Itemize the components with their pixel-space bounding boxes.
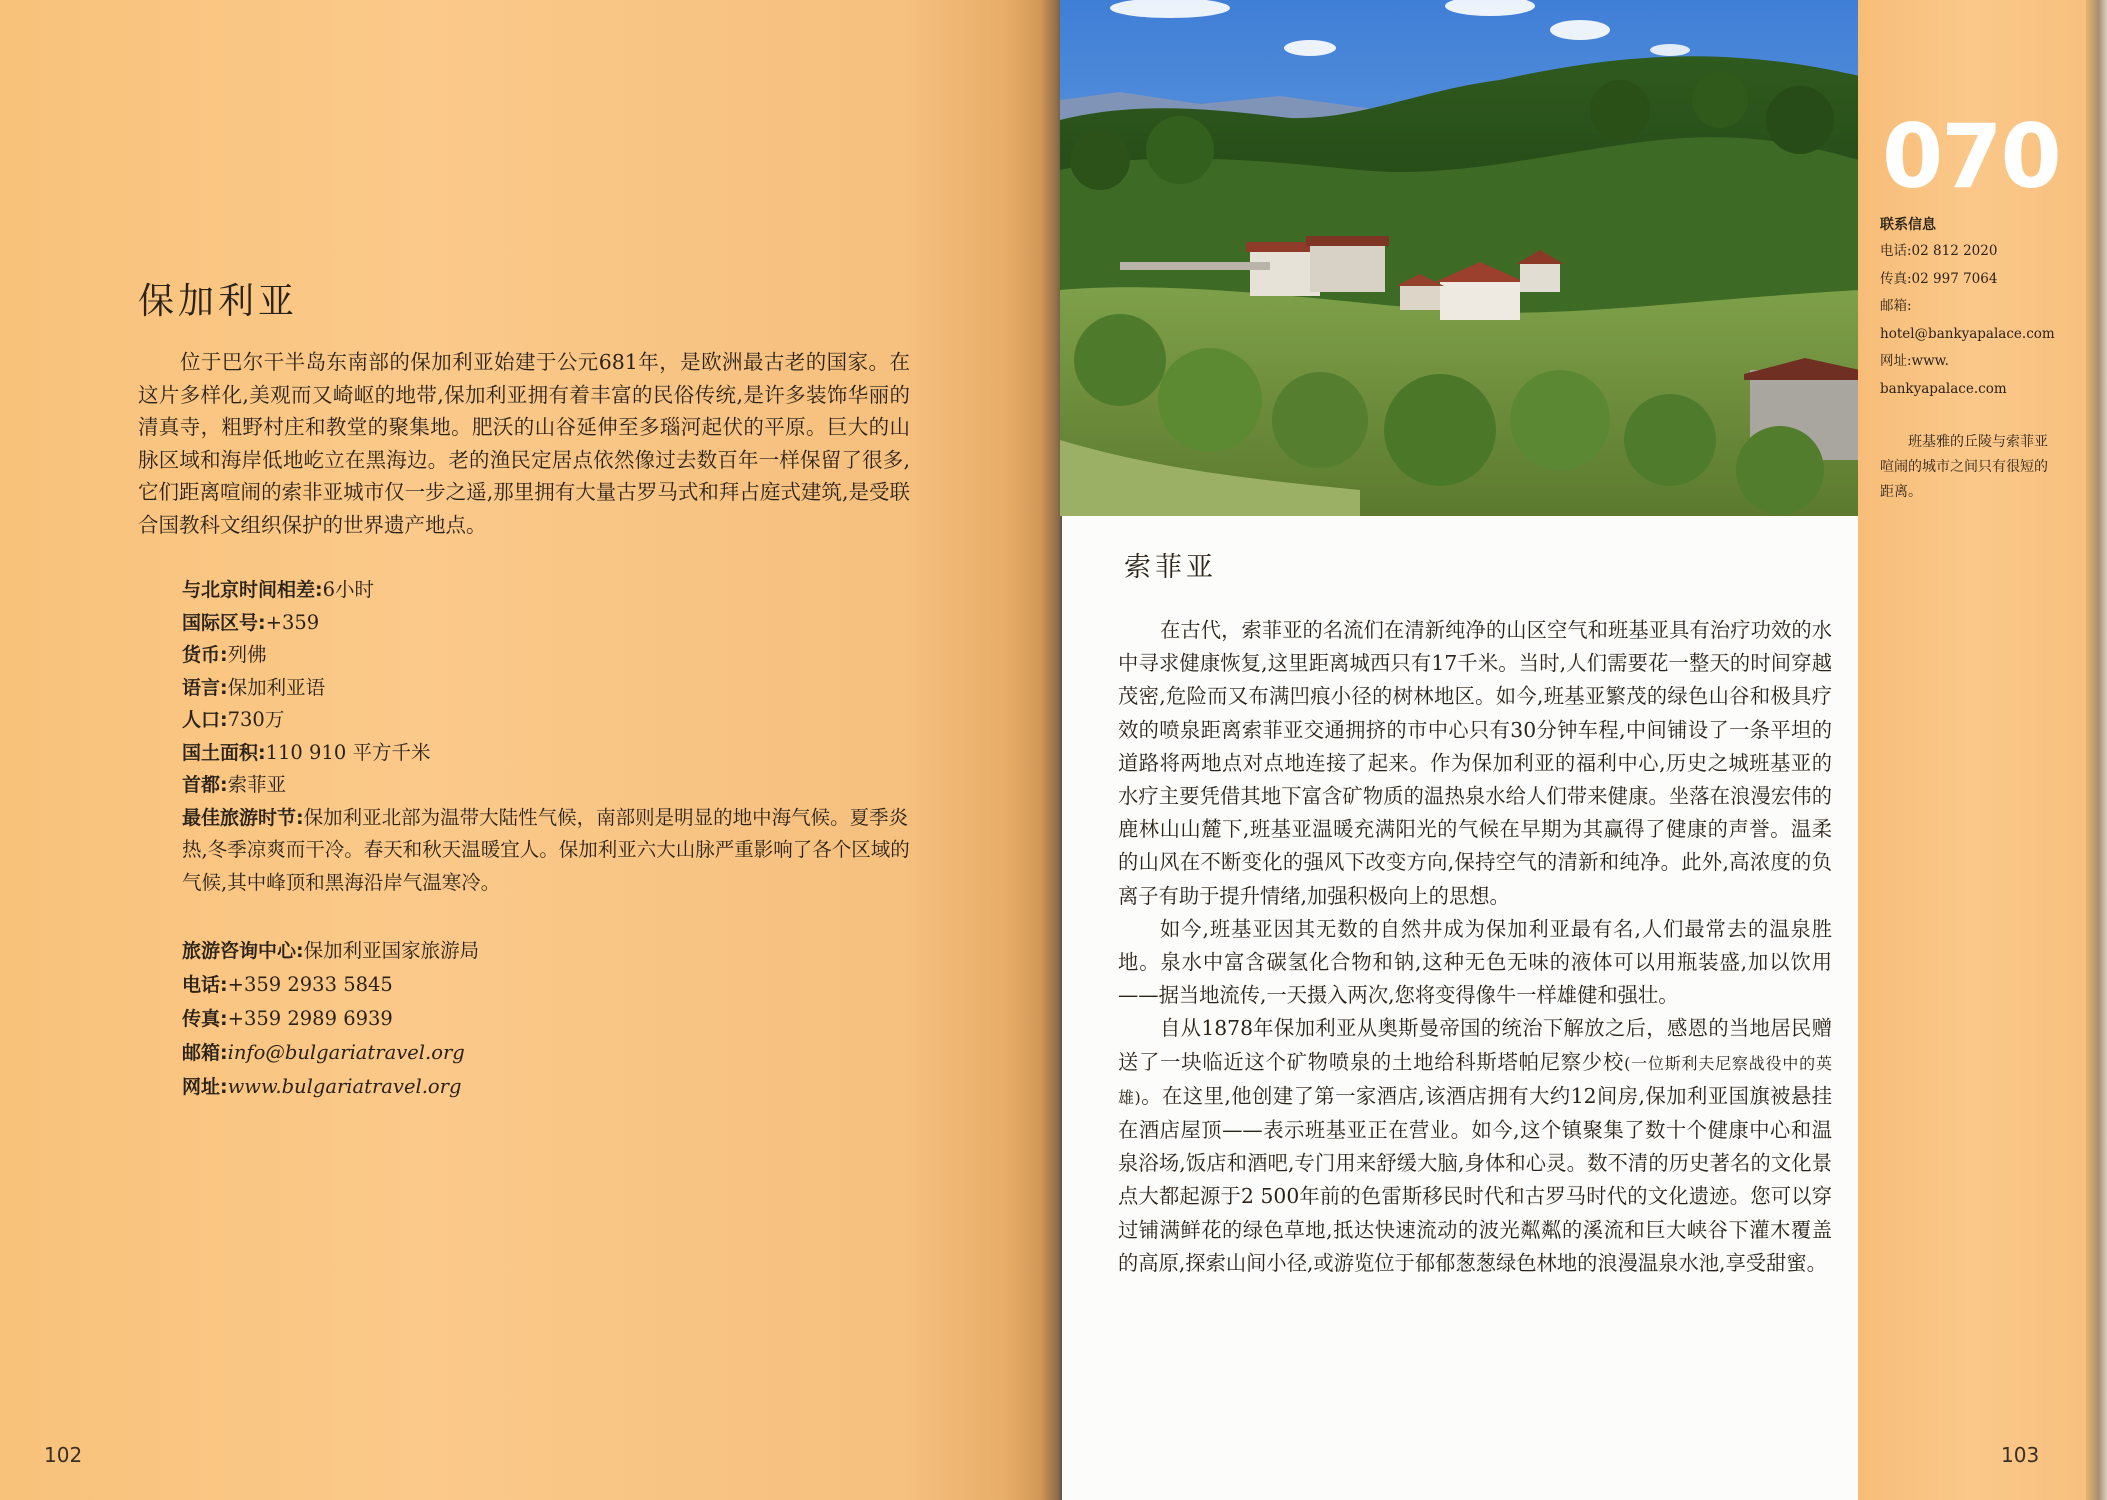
section-title: 索菲亚 — [1124, 552, 1217, 583]
contact-value: 保加利亚国家旅游局 — [303, 939, 480, 962]
website-link[interactable]: www.bulgariatravel.org — [227, 1075, 462, 1098]
paragraph-3-part-1: 自从1878年保加利亚从奥斯曼帝国的统治下解放之后，感恩的当地居民赠送了一块临近这个矿物喷泉的土地给科斯塔帕尼察少校 — [1118, 1016, 1832, 1074]
fact-value: 110 910 平方千米 — [265, 740, 431, 764]
fact-time-difference — [182, 574, 922, 607]
contact-label: 传真: — [182, 1008, 228, 1030]
fact-value: 保加利亚语 — [227, 675, 326, 699]
fact-label: 与北京时间相差: — [182, 579, 323, 601]
paragraph-1: 在古代，索菲亚的名流们在清新纯净的山区空气和班基亚具有治疗功效的水中寻求健康恢复,这里距离城西只有17千米。当时,人们需要花一整天的时间穿越茂密,危险而又布满凹痕小径的树林地区。如今,班基亚繁茂的绿色山谷和极具疗效的喷泉距离索菲亚交通拥挤的市中心只有30分钟车程,中间铺设了一条平坦的道路将两地点对点地连接了起来。作为保加利亚的福利中心,历史之城班基亚的水疗主要凭借其地下富含矿物质的温热泉水给人们带来健康。坐落在浪漫宏伟的鹿林山山麓下,班基亚温暖充满阳光的气候在早期为其赢得了健康的声誉。温柔的山风在不断变化的强风下改变方向,保持空气的清新和纯净。此外,高浓度的负离子有助于提升情绪,加强积极向上的思想。 — [1118, 618, 1832, 908]
intro-paragraph: 位于巴尔干半岛东南部的保加利亚始建于公元681年，是欧洲最古老的国家。在这片多样化,美观而又崎岖的地带,保加利亚拥有着丰富的民俗传统,是许多装饰华丽的清真寺，粗野村庄和教堂的聚集地。肥沃的山谷延伸至多瑙河起伏的平原。巨大的山脉区域和海岸低地屹立在黑海边。老的渔民定居点依然像过去数百年一样保留了很多,它们距离喧闹的索非亚城市仅一步之遥,那里拥有大量古罗马式和拜占庭式建筑,是受联合国教科文组织保护的世界遗产地点。 — [138, 350, 910, 537]
fact-label: 语言: — [182, 676, 228, 699]
fact-value: 保加利亚北部为温带大陆性气候，南部则是明显的地中海气候。夏季炎热,冬季凉爽而干冷。春天和秋天温暖宜人。保加利亚六大山脉严重影响了各个区域的气候,其中峰顶和黑海沿岸气温寒冷。 — [182, 805, 910, 894]
contact-info — [1880, 214, 2080, 403]
fact-value: +359 — [265, 610, 320, 634]
contact-label: 电话: — [182, 974, 228, 996]
page-number-left: 102 — [44, 1443, 83, 1467]
fact-population — [182, 704, 922, 737]
contact-value: +359 2989 6939 — [227, 1007, 393, 1030]
contact-fax-line: 传真:02 997 7064 — [1880, 270, 1998, 287]
contact-website-label[interactable]: 网址:www. — [1880, 353, 1949, 369]
contact-value: +359 2933 5845 — [227, 973, 393, 996]
page-number-right: 103 — [2001, 1443, 2040, 1467]
fact-label: 国际区号: — [182, 611, 266, 634]
contact-phone — [182, 968, 922, 1002]
paragraph-3 — [1118, 1012, 1832, 1280]
tourism-contacts — [182, 934, 922, 1104]
contact-heading: 联系信息 — [1880, 217, 1936, 233]
contact-label: 网址: — [182, 1076, 228, 1098]
fact-calling-code — [182, 607, 922, 640]
landscape-photo — [1060, 0, 1860, 516]
fact-value: 列佛 — [227, 643, 267, 666]
fact-label: 最佳旅游时节: — [182, 806, 304, 829]
contact-label: 邮箱: — [182, 1042, 228, 1064]
paragraph-2: 如今,班基亚因其无数的自然井成为保加利亚最有名,人们最常去的温泉胜地。泉水中富含碳氢化合物和钠,这种无色无味的液体可以用瓶装盛,加以饮用——据当地流传,一天摄入两次,您将变得像牛一样雄健和强壮。 — [1118, 916, 1832, 1008]
contact-email-label: 邮箱: — [1880, 298, 1912, 314]
fact-language — [182, 672, 922, 705]
fact-label: 首都: — [182, 774, 228, 796]
contact-phone-line: 电话:02 812 2020 — [1880, 243, 1998, 259]
page-edge — [2086, 0, 2107, 1500]
contact-email-address[interactable]: hotel@bankyapalace.com — [1880, 325, 2055, 342]
contact-website — [182, 1070, 922, 1104]
fact-capital — [182, 769, 922, 802]
fact-value: 730万 — [227, 708, 285, 731]
facts-list — [182, 574, 922, 899]
fact-label: 货币: — [182, 644, 228, 666]
fact-best-season — [182, 802, 922, 900]
contact-email — [182, 1036, 922, 1070]
fact-value: 6小时 — [322, 578, 375, 601]
entry-number: 070 — [1882, 105, 2060, 208]
fact-currency — [182, 639, 922, 672]
page-title: 保加利亚 — [138, 281, 299, 322]
fact-area — [182, 737, 922, 770]
footnote-hero: (一位斯利夫尼察战役中的英雄) — [1118, 1053, 1832, 1107]
contact-label: 旅游咨询中心: — [182, 940, 304, 962]
fact-label: 国土面积: — [182, 741, 266, 764]
photo-caption: 班基雅的丘陵与索菲亚喧闹的城市之间只有很短的距离。 — [1880, 434, 2048, 500]
paragraph-3-part-2: 。在这里,他创建了第一家酒店,该酒店拥有大约12间房,保加利亚国旗被悬挂在酒店屋顶——表示班基亚正在营业。如今,这个镇聚集了数十个健康中心和温泉浴场,饭店和酒吧,专门用来舒缓大脑,身体和心灵。数不清的历史著名的文化景点大都起源于2 500年前的色雷斯移民时代和古罗马时代的文化遗迹。您可以穿过铺满鲜花的绿色草地,抵达快速流动的波光粼粼的溪流和巨大峡谷下灌木覆盖的高原,探索山间小径,或游览位于郁郁葱葱绿色林地的浪漫温泉水池,享受甜蜜。 — [1118, 1083, 1832, 1275]
contact-tourism-center — [182, 934, 922, 968]
fact-value: 索菲亚 — [227, 773, 287, 796]
fact-label: 人口: — [182, 709, 228, 731]
contact-website-address[interactable]: bankyapalace.com — [1880, 380, 2007, 397]
article-body — [1118, 614, 1832, 1280]
contact-fax — [182, 1002, 922, 1036]
email-link[interactable]: info@bulgariatravel.org — [227, 1041, 465, 1064]
